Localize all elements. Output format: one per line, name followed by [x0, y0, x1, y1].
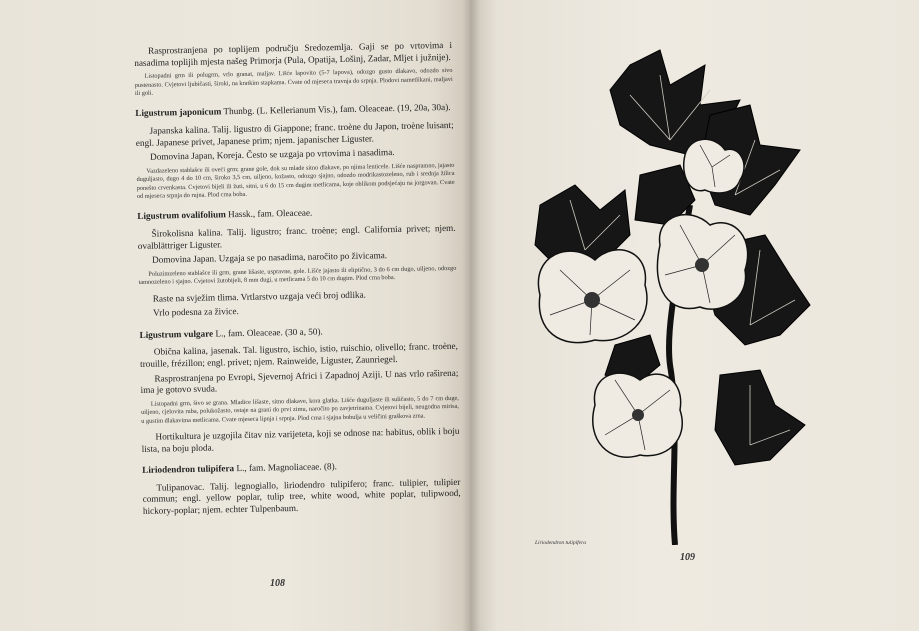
species-heading: Ligustrum japonicum Thunbg. (L. Kellerianum Vis.), fam. Oleaceae. (19, 20a, 30a).: [135, 102, 451, 119]
illustration-caption: Liriodendron tulipifera: [535, 540, 586, 546]
species-paragraph: Širokolisna kalina. Talij. ligustro; franc. troène; engl. California privet; njem. ovalblättriger Liguster.: [137, 222, 456, 251]
species-paragraph: Obična kalina, jasenak. Tal. ligustro, ischio, istio, ruischio, olivello; franc. troène, trouille, frézillon; engl. privet; njem. Rainweide, Liguster, Zaunriegel.: [140, 341, 458, 369]
species-heading: Ligustrum ovalifolium Hassk., fam. Oleaceae.: [137, 208, 313, 222]
species-paragraph: Tulipanovac. Talij. legnogiallo, liriodendro tulipifero; franc. tulipier, tulipier commun; engl. yellow poplar, tulip tree, white wood, white poplar, tulipwood, hickory-poplar; njem. echter Tulpenbaum.: [142, 476, 461, 516]
book-gutter: [462, 0, 480, 631]
species-description: Poluzimzeleno stablašce ili grm, grane lišaste, uspravne, gole. Lišće jajasto ili eliptično, 3 do 6 cm dugo, uiljeno, odozgo tamnozeleno i sjajno. Cvjetovi žutobijeli, 8 mm dugi, u metlicama 5 do 10 cm dugim. Plod crna boba.: [138, 264, 457, 287]
page-number-left: 108: [270, 578, 285, 589]
species-heading: Liriodendron tulipifera L., fam. Magnoliaceae. (8).: [142, 461, 337, 476]
species-paragraph: Rasprostranjena po Evropi, Sjevernoj Africi i Zapadnoj Aziji. U nas vrlo raširena; ima je gotovo svuda.: [140, 367, 459, 396]
species-paragraph: Domovina Japan. Uzgaja se po nasadima, naročito po živicama.: [152, 250, 388, 265]
intro-paragraph: Rasprostranjena po toplijem području Sredozemlja. Gaji se po vrtovima i nasadima toplijih mjesta našeg Primorja (Pula, Opatija, Lošinj, Zadar, Mljet i južnije).: [134, 39, 453, 68]
species-paragraph: Vrlo podesna za živice.: [153, 306, 239, 318]
species-heading: Ligustrum vulgare L., fam. Oleaceae. (30 a, 50).: [139, 326, 323, 340]
species-paragraph: Domovina Japan, Koreja. Često se uzgaja po vrtovima i nasadima.: [150, 147, 395, 162]
intro-description: Listopadni grm ili polugrm, vrlo granat, maljav. Lišće lapovito (5-7 lapova), odozgo gusto dlakavo, odozdo sivo pustenasto. Cvjetovi ljubičasti, široki, na kratkim stapkama. Cvate od mjeseca travnja do srpnja. Plodovi nametlikani, maljavi ili goli.: [134, 67, 453, 97]
species-paragraph: Hortikultura je uzgojila čitav niz varijeteta, koji se odnose na: habitus, oblik i boju lista, na boju ploda.: [141, 425, 460, 454]
species-paragraph: Raste na svježim tlima. Vrtlarstvo uzgaja veći broj odlika.: [152, 289, 366, 304]
tulip-tree-woodcut-illustration: [520, 45, 820, 545]
left-page-text: [134, 40, 461, 521]
species-description: Listopadni grm, šivo se grana. Mladice lišaste, sitno dlakave, kora glatka. Lišće duguljaste ili suličasto, 5 do 7 cm duge, uiljeno, cjelovita ruba, polukožasto, ostaje na grani do prvi zimu, naročito po zavjetrinama. Cvjetovi bijeli, neugodna mirisa, u gustim dlakavima metlicama. Cvate mjeseca lipnja i srpnja. Plod crna i sjajna bobulja u veličini graškova zrna.: [140, 394, 460, 425]
species-paragraph: Japanska kalina. Talij. ligustro di Giappone; franc. troène du Japon, troène luisant; engl. Japanese privet, Japanese prim; njem. japanischer Liguster.: [135, 119, 454, 148]
species-description: Vazdazeleno stablašce ili oveći grm; grane gole, dok su mlade sitno dlakave, po njima lenticele. Lišće naspramno, jajasto duguljasto, dugo 4 do 10 cm, široko 3,5 cm, uiljeno, kožasto, odozgo sjajno, odozdo modrikastozeleno, rub i srednja žilica ponešto crvenkasta. Cvjetovi bijeli ili žuti, sitni, u 6 do 15 cm dugim metlicama, koje oblikom podsjećaju na jorgovan. Cvate od mjeseca srpnja do rujna. Plod crna boba.: [136, 161, 455, 200]
page-number-right: 109: [680, 552, 695, 563]
